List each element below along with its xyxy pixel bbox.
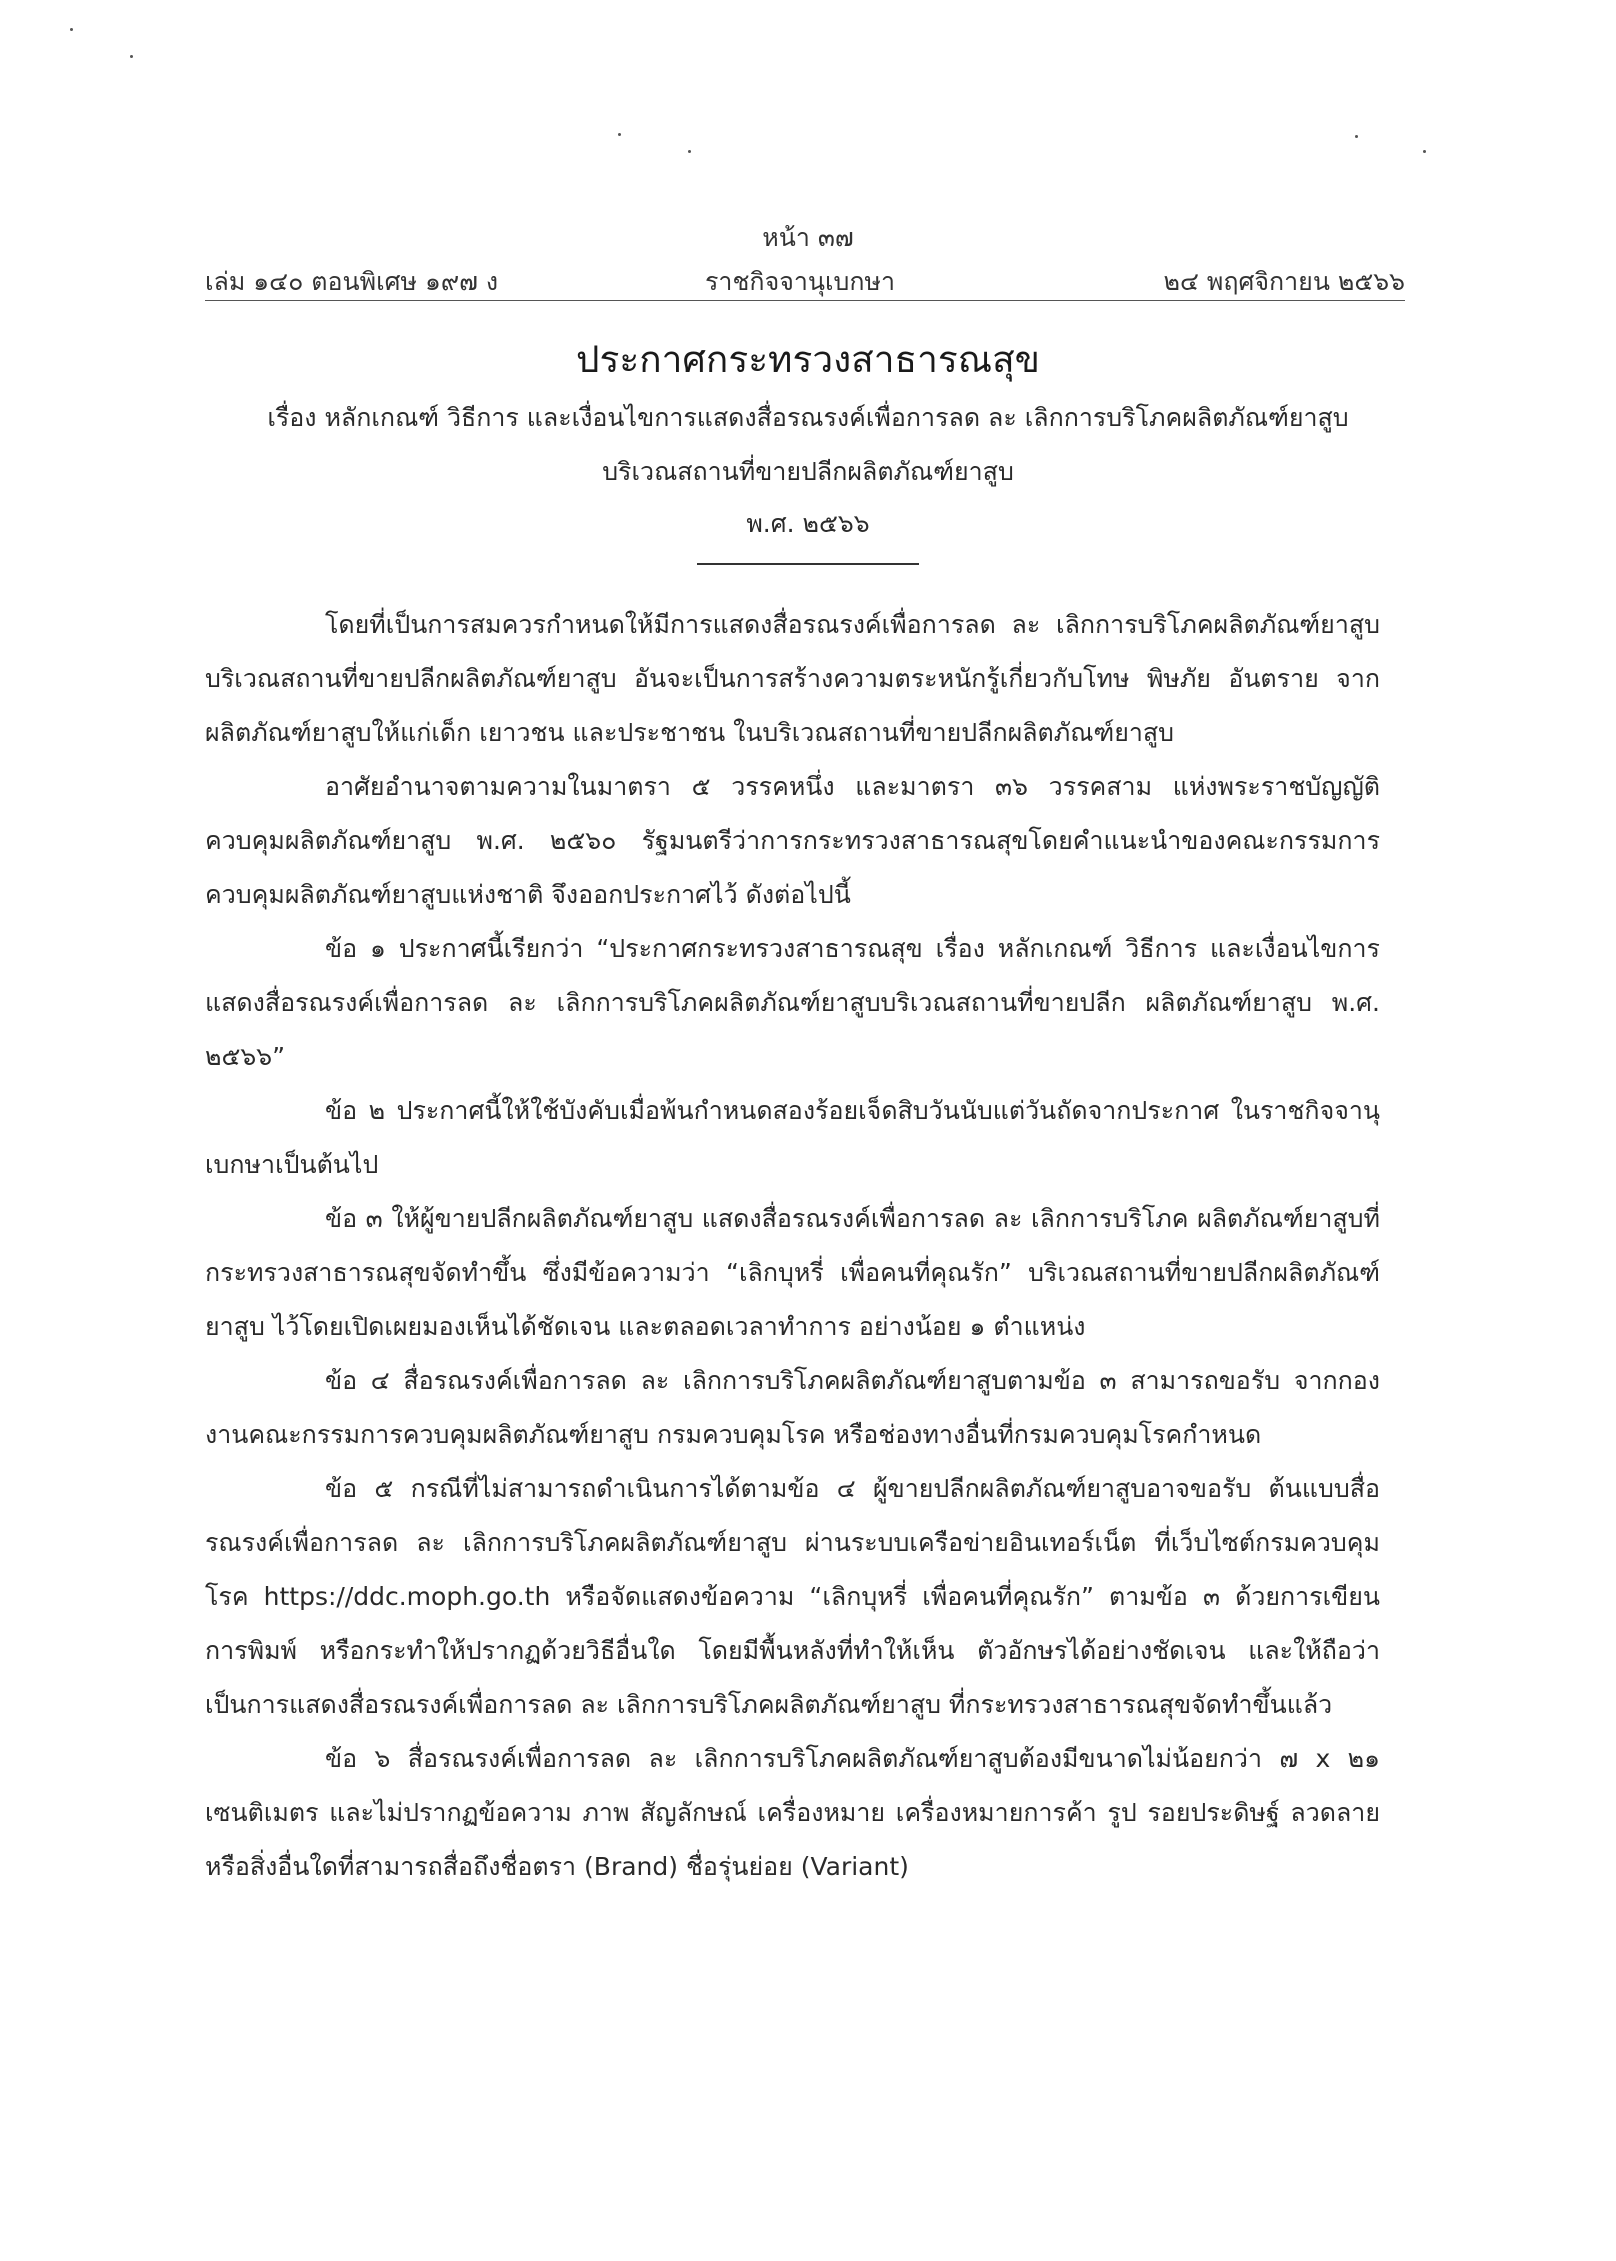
header-divider [205,300,1405,301]
page-number: หน้า ๓๗ [762,223,854,252]
document-subject: เรื่อง หลักเกณฑ์ วิธีการ และเงื่อนไขการแสดงสื่อรณรงค์เพื่อการลด ละ เลิกการบริโภคผลิตภัณฑ์ยาสูบ [267,403,1349,432]
clause-1: ข้อ ๑ ประกาศนี้เรียกว่า “ประกาศกระทรวงสาธารณสุข เรื่อง หลักเกณฑ์ วิธีการ และเงื่อนไขการแสดงสื่อรณรงค์เพื่อการลด ละ เลิกการบริโภคผลิตภัณฑ์ยาสูบบริเวณสถานที่ขายปลีก ผลิตภัณฑ์ยาสูบ พ.ศ. ๒๕๖๖” [205,934,1380,1071]
scan-speck [70,28,73,31]
document-body [205,598,1380,1894]
clause-4: ข้อ ๔ สื่อรณรงค์เพื่อการลด ละ เลิกการบริโภคผลิตภัณฑ์ยาสูบตามข้อ ๓ สามารถขอรับ จากกองงานคณะกรรมการควบคุมผลิตภัณฑ์ยาสูบ กรมควบคุมโรค หรือช่องทางอื่นที่กรมควบคุมโรคกำหนด [205,1366,1380,1449]
volume-issue: เล่ม ๑๔๐ ตอนพิเศษ ๑๙๗ ง [205,267,499,296]
scan-speck [130,55,133,58]
document-subject-cont: บริเวณสถานที่ขายปลีกผลิตภัณฑ์ยาสูบ [602,457,1014,486]
preamble-paragraph: โดยที่เป็นการสมควรกำหนดให้มีการแสดงสื่อรณรงค์เพื่อการลด ละ เลิกการบริโภคผลิตภัณฑ์ยาสูบ บริเวณสถานที่ขายปลีกผลิตภัณฑ์ยาสูบ อันจะเป็นการสร้างความตระหนักรู้เกี่ยวกับโทษ พิษภัย อันตราย จากผลิตภัณฑ์ยาสูบให้แก่เด็ก เยาวชน และประชาชน ในบริเวณสถานที่ขายปลีกผลิตภัณฑ์ยาสูบ [205,610,1380,747]
clause-5: ข้อ ๕ กรณีที่ไม่สามารถดำเนินการได้ตามข้อ ๔ ผู้ขายปลีกผลิตภัณฑ์ยาสูบอาจขอรับ ต้นแบบสื่อรณรงค์เพื่อการลด ละ เลิกการบริโภคผลิตภัณฑ์ยาสูบ ผ่านระบบเครือข่ายอินเทอร์เน็ต ที่เว็บไซต์กรมควบคุมโรค https://ddc.moph.go.th หรือจัดแสดงข้อความ “เลิกบุหรี่ เพื่อคนที่คุณรัก” ตามข้อ ๓ ด้วยการเขียน การพิมพ์ หรือกระทำให้ปรากฏด้วยวิธีอื่นใด โดยมีพื้นหลังที่ทำให้เห็น ตัวอักษรได้อย่างชัดเจน และให้ถือว่าเป็นการแสดงสื่อรณรงค์เพื่อการลด ละ เลิกการบริโภคผลิตภัณฑ์ยาสูบ ที่กระทรวงสาธารณสุขจัดทำขึ้นแล้ว [205,1474,1380,1719]
scan-speck [1355,135,1358,138]
authority-paragraph: อาศัยอำนาจตามความในมาตรา ๕ วรรคหนึ่ง และมาตรา ๓๖ วรรคสาม แห่งพระราชบัญญัติ ควบคุมผลิตภัณฑ์ยาสูบ พ.ศ. ๒๕๖๐ รัฐมนตรีว่าการกระทรวงสาธารณสุขโดยคำแนะนำของคณะกรรมการ ควบคุมผลิตภัณฑ์ยาสูบแห่งชาติ จึงออกประกาศไว้ ดังต่อไปนี้ [205,772,1380,909]
document-title: ประกาศกระทรวงสาธารณสุข [576,338,1040,381]
gazette-name: ราชกิจจานุเบกษา [705,267,896,296]
title-divider [697,563,919,565]
gazette-header [205,262,1405,302]
publication-date: ๒๔ พฤศจิกายน ๒๕๖๖ [1163,267,1405,296]
clause-6: ข้อ ๖ สื่อรณรงค์เพื่อการลด ละ เลิกการบริโภคผลิตภัณฑ์ยาสูบต้องมีขนาดไม่น้อยกว่า ๗ x ๒๑ เซนติเมตร และไม่ปรากฏข้อความ ภาพ สัญลักษณ์ เครื่องหมาย เครื่องหมายการค้า รูป รอยประดิษฐ์ ลวดลาย หรือสิ่งอื่นใดที่สามารถสื่อถึงชื่อตรา (Brand) ชื่อรุ่นย่อย (Variant) [205,1744,1380,1881]
clause-3: ข้อ ๓ ให้ผู้ขายปลีกผลิตภัณฑ์ยาสูบ แสดงสื่อรณรงค์เพื่อการลด ละ เลิกการบริโภค ผลิตภัณฑ์ยาสูบที่กระทรวงสาธารณสุขจัดทำขึ้น ซึ่งมีข้อความว่า “เลิกบุหรี่ เพื่อคนที่คุณรัก” บริเวณสถานที่ขายปลีกผลิตภัณฑ์ยาสูบ ไว้โดยเปิดเผยมองเห็นได้ชัดเจน และตลอดเวลาทำการ อย่างน้อย ๑ ตำแหน่ง [205,1204,1380,1341]
clause-2: ข้อ ๒ ประกาศนี้ให้ใช้บังคับเมื่อพ้นกำหนดสองร้อยเจ็ดสิบวันนับแต่วันถัดจากประกาศ ในราชกิจจานุเบกษาเป็นต้นไป [205,1096,1380,1179]
scan-speck [618,133,621,136]
document-year: พ.ศ. ๒๕๖๖ [746,509,870,538]
scan-speck [688,150,691,153]
scan-speck [1423,150,1426,153]
